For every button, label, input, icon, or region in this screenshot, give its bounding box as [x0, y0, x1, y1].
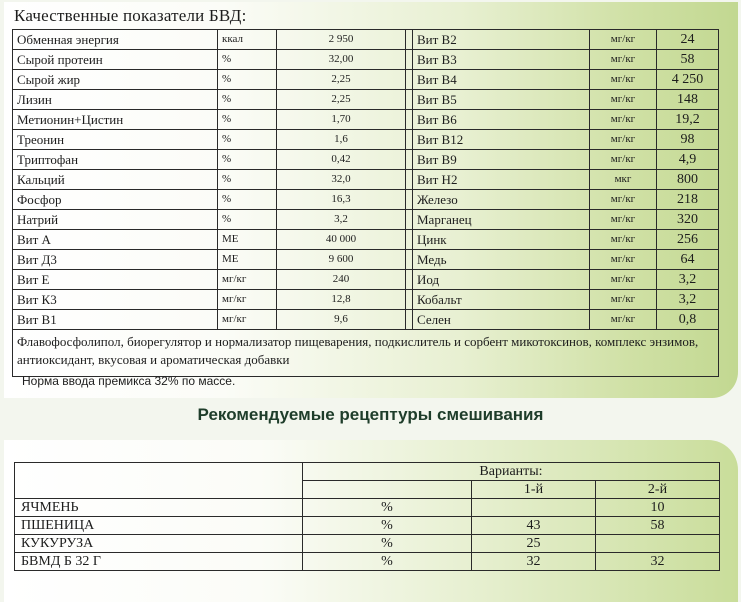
quality-unit: мг/кг	[590, 250, 657, 270]
quality-name: Вит В9	[413, 150, 590, 170]
variant-1-label: 1-й	[472, 481, 596, 499]
quality-unit: МЕ	[218, 250, 277, 270]
quality-name: Кальций	[13, 170, 218, 190]
quality-row	[13, 170, 719, 190]
recipes-header-row	[15, 463, 720, 481]
column-gap	[406, 170, 413, 190]
quality-value: 4 250	[657, 70, 719, 90]
quality-name: Вит Н2	[413, 170, 590, 190]
quality-value: 19,2	[657, 110, 719, 130]
recipe-unit: %	[303, 499, 472, 517]
quality-name: Селен	[413, 310, 590, 330]
quality-unit: %	[218, 110, 277, 130]
recipe-variant-1: 25	[472, 535, 596, 553]
recipe-ingredient: ПШЕНИЦА	[15, 517, 303, 535]
quality-name: Марганец	[413, 210, 590, 230]
quality-value: 800	[657, 170, 719, 190]
quality-unit: МЕ	[218, 230, 277, 250]
quality-unit: мг/кг	[590, 90, 657, 110]
quality-name: Вит В4	[413, 70, 590, 90]
quality-unit: %	[218, 210, 277, 230]
quality-row	[13, 230, 719, 250]
recipe-variant-2: 32	[596, 553, 720, 571]
recipe-row	[15, 553, 720, 571]
quality-value: 24	[657, 30, 719, 50]
quality-name: Вит В2	[413, 30, 590, 50]
recipe-variant-1	[472, 499, 596, 517]
quality-unit: мг/кг	[590, 270, 657, 290]
quality-value: 320	[657, 210, 719, 230]
quality-value: 1,70	[277, 110, 406, 130]
quality-unit: мг/кг	[218, 270, 277, 290]
quality-unit: мг/кг	[218, 310, 277, 330]
recipe-row	[15, 517, 720, 535]
quality-value: 1,6	[277, 130, 406, 150]
quality-value: 98	[657, 130, 719, 150]
quality-unit: мг/кг	[590, 50, 657, 70]
quality-value: 148	[657, 90, 719, 110]
recipe-ingredient: КУКУРУЗА	[15, 535, 303, 553]
recipes-table	[14, 462, 720, 571]
recipe-row	[15, 499, 720, 517]
quality-name: Вит В3	[413, 50, 590, 70]
quality-row	[13, 90, 719, 110]
quality-value: 218	[657, 190, 719, 210]
quality-name: Метионин+Цистин	[13, 110, 218, 130]
quality-note-row	[13, 330, 719, 377]
quality-value: 40 000	[277, 230, 406, 250]
quality-value: 12,8	[277, 290, 406, 310]
quality-name: Иод	[413, 270, 590, 290]
quality-unit: %	[218, 70, 277, 90]
quality-row	[13, 30, 719, 50]
quality-unit: мг/кг	[590, 30, 657, 50]
column-gap	[406, 130, 413, 150]
quality-unit: ккал	[218, 30, 277, 50]
quality-heading: Качественные показатели БВД:	[14, 6, 247, 25]
quality-row	[13, 270, 719, 290]
quality-name: Вит В6	[413, 110, 590, 130]
quality-name: Вит К3	[13, 290, 218, 310]
quality-name: Вит А	[13, 230, 218, 250]
quality-unit: %	[218, 50, 277, 70]
quality-value: 2 950	[277, 30, 406, 50]
quality-value: 0,42	[277, 150, 406, 170]
recipe-variant-2	[596, 535, 720, 553]
quality-unit: мг/кг	[590, 110, 657, 130]
quality-name: Вит Е	[13, 270, 218, 290]
quality-value: 2,25	[277, 70, 406, 90]
column-gap	[406, 290, 413, 310]
quality-unit: мг/кг	[218, 290, 277, 310]
column-gap	[406, 30, 413, 50]
quality-name: Треонин	[13, 130, 218, 150]
quality-row	[13, 290, 719, 310]
quality-name: Фосфор	[13, 190, 218, 210]
quality-value: 4,9	[657, 150, 719, 170]
quality-value: 3,2	[277, 210, 406, 230]
quality-value: 16,3	[277, 190, 406, 210]
recipe-unit: %	[303, 517, 472, 535]
column-gap	[406, 150, 413, 170]
column-gap	[406, 110, 413, 130]
recipe-ingredient: ЯЧМЕНЬ	[15, 499, 303, 517]
column-gap	[406, 190, 413, 210]
quality-value: 32,0	[277, 170, 406, 190]
quality-value: 32,00	[277, 50, 406, 70]
recipe-unit: %	[303, 553, 472, 571]
quality-unit: мкг	[590, 170, 657, 190]
quality-row	[13, 150, 719, 170]
quality-unit: %	[218, 150, 277, 170]
quality-name: Натрий	[13, 210, 218, 230]
quality-row	[13, 210, 719, 230]
recipe-variant-1: 43	[472, 517, 596, 535]
quality-name: Железо	[413, 190, 590, 210]
quality-unit: %	[218, 90, 277, 110]
quality-unit: мг/кг	[590, 310, 657, 330]
quality-value: 3,2	[657, 290, 719, 310]
recipe-row	[15, 535, 720, 553]
quality-value: 64	[657, 250, 719, 270]
column-gap	[406, 70, 413, 90]
recipe-variant-2: 58	[596, 517, 720, 535]
quality-name: Цинк	[413, 230, 590, 250]
quality-row	[13, 130, 719, 150]
quality-unit: мг/кг	[590, 210, 657, 230]
quality-value: 2,25	[277, 90, 406, 110]
quality-row	[13, 190, 719, 210]
quality-row	[13, 50, 719, 70]
quality-value: 9 600	[277, 250, 406, 270]
quality-unit: мг/кг	[590, 290, 657, 310]
quality-value: 3,2	[657, 270, 719, 290]
quality-unit: мг/кг	[590, 150, 657, 170]
subheader-empty-cell	[303, 481, 472, 499]
quality-unit: %	[218, 170, 277, 190]
quality-name: Вит В1	[13, 310, 218, 330]
norm-text: Норма ввода премикса 32% по массе.	[22, 374, 236, 388]
quality-row	[13, 250, 719, 270]
column-gap	[406, 90, 413, 110]
recipe-variant-1: 32	[472, 553, 596, 571]
quality-value: 9,6	[277, 310, 406, 330]
quality-unit: мг/кг	[590, 230, 657, 250]
quality-name: Вит Д3	[13, 250, 218, 270]
quality-unit: %	[218, 190, 277, 210]
quality-unit: мг/кг	[590, 130, 657, 150]
column-gap	[406, 210, 413, 230]
quality-row	[13, 310, 719, 330]
quality-value: 0,8	[657, 310, 719, 330]
quality-value: 58	[657, 50, 719, 70]
variants-label: Варианты:	[303, 463, 720, 481]
variant-2-label: 2-й	[596, 481, 720, 499]
quality-name: Сырой протеин	[13, 50, 218, 70]
recipes-title: Рекомендуемые рецептуры смешивания	[197, 405, 544, 424]
quality-name: Обменная энергия	[13, 30, 218, 50]
quality-row	[13, 110, 719, 130]
column-gap	[406, 310, 413, 330]
quality-name: Вит В12	[413, 130, 590, 150]
recipe-ingredient: БВМД Б 32 Г	[15, 553, 303, 571]
quality-name: Медь	[413, 250, 590, 270]
recipe-unit: %	[303, 535, 472, 553]
column-gap	[406, 50, 413, 70]
quality-name: Сырой жир	[13, 70, 218, 90]
additives-note: Флавофосфолипол, биорегулятор и нормализатор пищеварения, подкислитель и сорбент микотоксинов, комплекс энзимов, антиоксидант, вкусовая и ароматическая добавки	[13, 330, 719, 377]
quality-name: Триптофан	[13, 150, 218, 170]
quality-unit: мг/кг	[590, 190, 657, 210]
quality-unit: %	[218, 130, 277, 150]
quality-row	[13, 70, 719, 90]
quality-value: 256	[657, 230, 719, 250]
column-gap	[406, 230, 413, 250]
quality-table	[12, 29, 719, 377]
column-gap	[406, 270, 413, 290]
quality-name: Вит В5	[413, 90, 590, 110]
header-empty-cell	[15, 463, 303, 499]
quality-value: 240	[277, 270, 406, 290]
column-gap	[406, 250, 413, 270]
quality-name: Кобальт	[413, 290, 590, 310]
recipe-variant-2: 10	[596, 499, 720, 517]
quality-unit: мг/кг	[590, 70, 657, 90]
quality-name: Лизин	[13, 90, 218, 110]
